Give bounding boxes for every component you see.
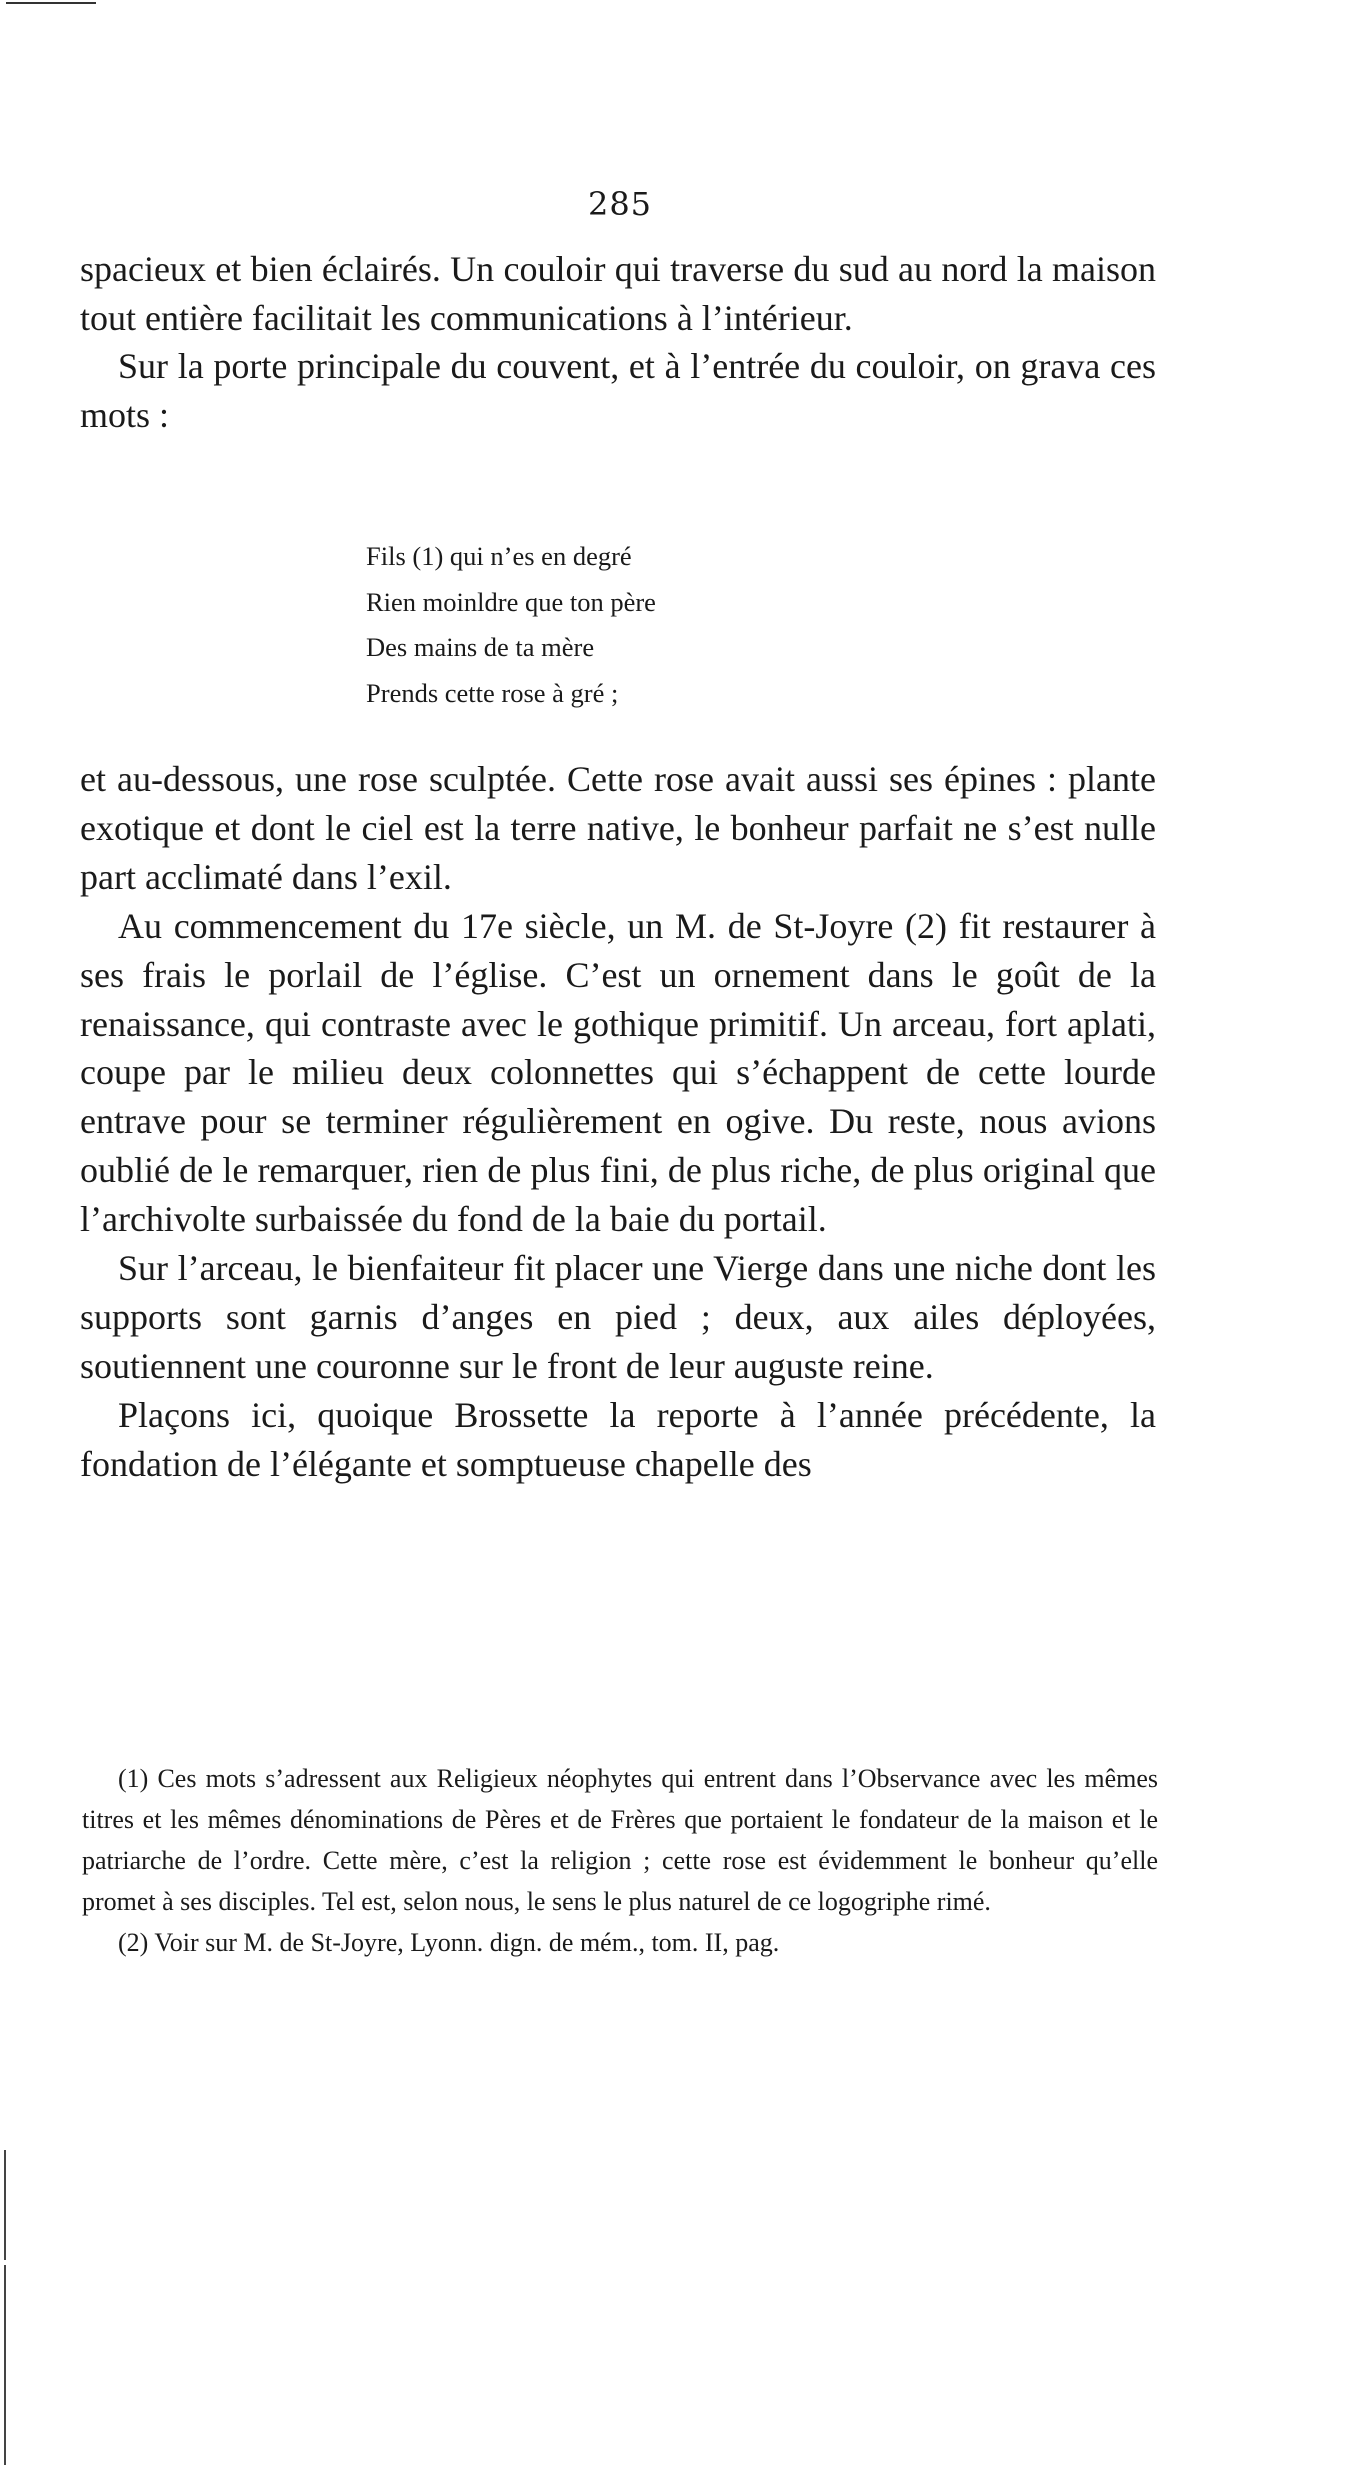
- paragraph: Plaçons ici, quoique Brossette la reporte à l’année précédente, la fondation de l’élégante et somptueuse chapelle des: [80, 1394, 1156, 1484]
- verse-line: Rien moinldre que ton père: [366, 586, 656, 617]
- footnote-2: (2) Voir sur M. de St-Joyre, Lyonn. dign. de mém., tom. II, pag.: [118, 1928, 780, 1957]
- verse-line: Prends cette rose à gré ;: [366, 677, 619, 708]
- page-number: 285: [587, 185, 653, 223]
- footnote-1: (1) Ces mots s’adressent aux Religieux néophytes qui entrent dans l’Observance avec les mêmes titres et les mêmes dénominations de Pères et de Frères que portaient le fondateur de la maison et le patriarche de l’ordre. Cette mère, c’est la religion ; cette rose est évidemment le bonheur qu’elle promet à ses disciples. Tel est, selon nous, le sens le plus naturel de ce logogriphe rimé.: [82, 1764, 1158, 1916]
- scan-margin-line: [4, 2265, 6, 2465]
- scan-margin-line: [4, 2150, 6, 2260]
- body-text-main: [80, 755, 1156, 1489]
- paragraph: Au commencement du 17e siècle, un M. de St-Joyre (2) fit restaurer à ses frais le porlail de l’église. C’est un ornement dans le goût de la renaissance, qui contraste avec le gothique primitif. Un arceau, fort aplati, coupe par le milieu deux colonnettes qui s’échappent de cette lourde entrave pour se terminer régulièrement en ogive. Du reste, nous avions oublié de le remarquer, rien de plus fini, de plus riche, de plus original que l’archivolte surbaissée du fond de la baie du portail.: [80, 905, 1156, 1240]
- paragraph: Sur la porte principale du couvent, et à l’entrée du couloir, on grava ces mots :: [80, 346, 1156, 435]
- verse-line: Des mains de ta mère: [366, 632, 595, 662]
- paragraph: spacieux et bien éclairés. Un couloir qui traverse du sud au nord la maison tout entière facilitait les communications à l’intérieur.: [80, 249, 1156, 338]
- body-text-top: [80, 245, 1156, 439]
- verse-line: Fils (1) qui n’es en degré: [366, 541, 632, 571]
- verse-inscription: [366, 534, 656, 716]
- scan-edge-mark: [6, 2, 96, 4]
- paragraph: et au-dessous, une rose sculptée. Cette rose avait aussi ses épines : plante exotique et dont le ciel est la terre native, le bonheur parfait ne s’est nulle part acclimaté dans l’exil.: [80, 759, 1156, 897]
- paragraph: Sur l’arceau, le bienfaiteur fit placer une Vierge dans une niche dont les supports sont garnis d’anges en pied ; deux, aux ailes déployées, soutiennent une couronne sur le front de leur auguste reine.: [80, 1248, 1156, 1386]
- footnotes: [82, 1758, 1158, 1963]
